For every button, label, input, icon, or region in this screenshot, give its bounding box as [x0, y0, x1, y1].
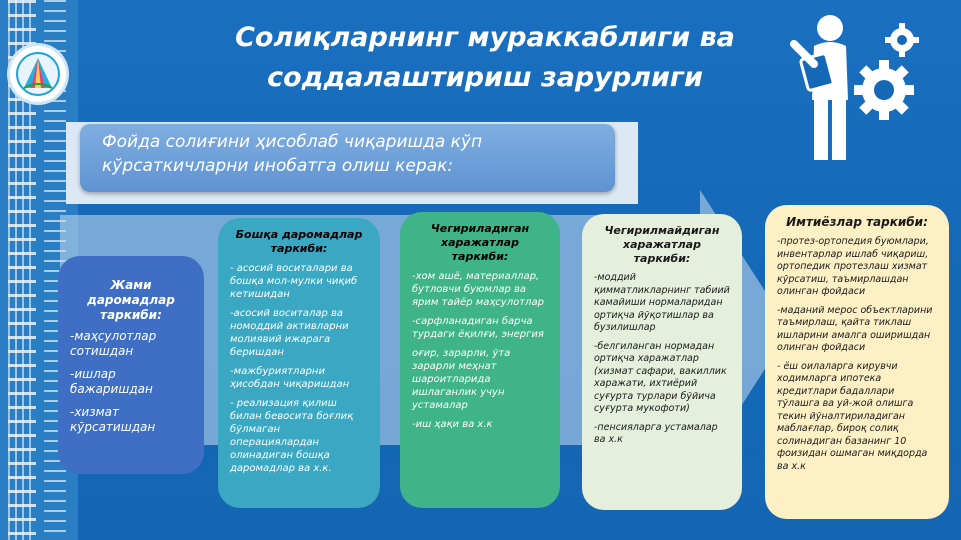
card-item: -хизмат кўрсатишдан	[70, 405, 156, 434]
card-deductible-expenses	[400, 212, 560, 508]
card-item: -маҳсулотлар сотишдан	[70, 329, 157, 358]
card-nondeductible-expenses	[582, 214, 742, 510]
title-line-2: соддалаштириш зарурлиги	[267, 62, 703, 93]
card-item: -протез-ортопедия буюмлари, инвентарлар ишлаб чиқариш, ортопедик протезлаш хизмат кўрсатиш, таъмирлашдан олинган фойдаси	[777, 236, 929, 297]
card-item: -белгиланган нормадан ортиқча харажатлар (хизмат сафари, вакиллик харажати, ихтиёрий суғурта турлари бўйича суғурта мукофоти)	[594, 340, 727, 414]
card-other-income	[218, 218, 380, 508]
card-heading: Чегирилмайдиган харажатлар таркиби:	[604, 224, 720, 265]
card-heading: Жами даромадлар таркиби:	[87, 278, 175, 322]
person-clipboard-gears-icon	[784, 4, 924, 164]
logo-icon	[10, 46, 66, 102]
card-item: -сарфланадиган барча турдаги ёқилғи, энергия	[412, 316, 544, 340]
card-item: -мажбуриятларни ҳисобдан чиқаришдан	[230, 366, 350, 390]
card-item: -ишлар бажаришдан	[70, 367, 153, 396]
card-item: -иш ҳақи ва х.к	[412, 419, 493, 430]
note-line-2: кўрсаткичларни инобатга олиш керак:	[102, 156, 454, 176]
card-item: - ёш оилаларга кирувчи ходимларга ипотека кредитлари бадаллари тўлашга ва уй-жой олишга текин йўналтириладиган маблағлар, бироқ солиқ солинадиган базанинг 10 фоизидан ошмаган миқдорда ва х.к	[777, 360, 928, 472]
title-line-1: Солиқларнинг мураккаблиги ва	[235, 22, 735, 53]
card-heading: Имтиёзлар таркиби:	[786, 215, 928, 229]
card-item: -маданий мерос объектларини таъмирлаш, қайта тиклаш ишларини амалга оширишдан олинган фойдаси	[777, 304, 933, 353]
card-benefits	[765, 205, 949, 519]
card-item: -моддий қимматликларнинг табиий камайиши нормаларидан ортиқча йўқотишлар ва бузилишлар	[594, 272, 730, 333]
card-item: -асосий воситалар ва номоддий активларни молиявий ижарага беришдан	[230, 308, 349, 358]
card-heading: Бошқа даромадлар таркиби:	[235, 228, 363, 255]
card-heading: Чегириладиган харажатлар таркиби:	[430, 222, 530, 263]
card-item: - асосий воситалари ва бошқа мол-мулки чиқиб кетишидан	[230, 263, 358, 300]
note-box	[80, 124, 615, 192]
card-item: - реализация қилиш билан бевосита боғлиқ бўлмаган операциялардан олинадиган бошқа даромадлар ва х.к.	[230, 398, 354, 474]
card-total-income	[58, 256, 204, 474]
card-item: -хом ашё, материаллар, бутловчи буюмлар ва ярим тайёр маҳсулотлар	[412, 271, 544, 308]
note-line-1: Фойда солиғини ҳисоблаб чиқаришда кўп	[102, 132, 483, 152]
card-item: -пенсияларга устамалар ва х.к	[594, 421, 718, 445]
page-title	[150, 18, 820, 98]
card-item: оғир, зарарли, ўта зарарли меҳнат шароитларида ишлаганлик учун устамалар	[412, 348, 511, 411]
